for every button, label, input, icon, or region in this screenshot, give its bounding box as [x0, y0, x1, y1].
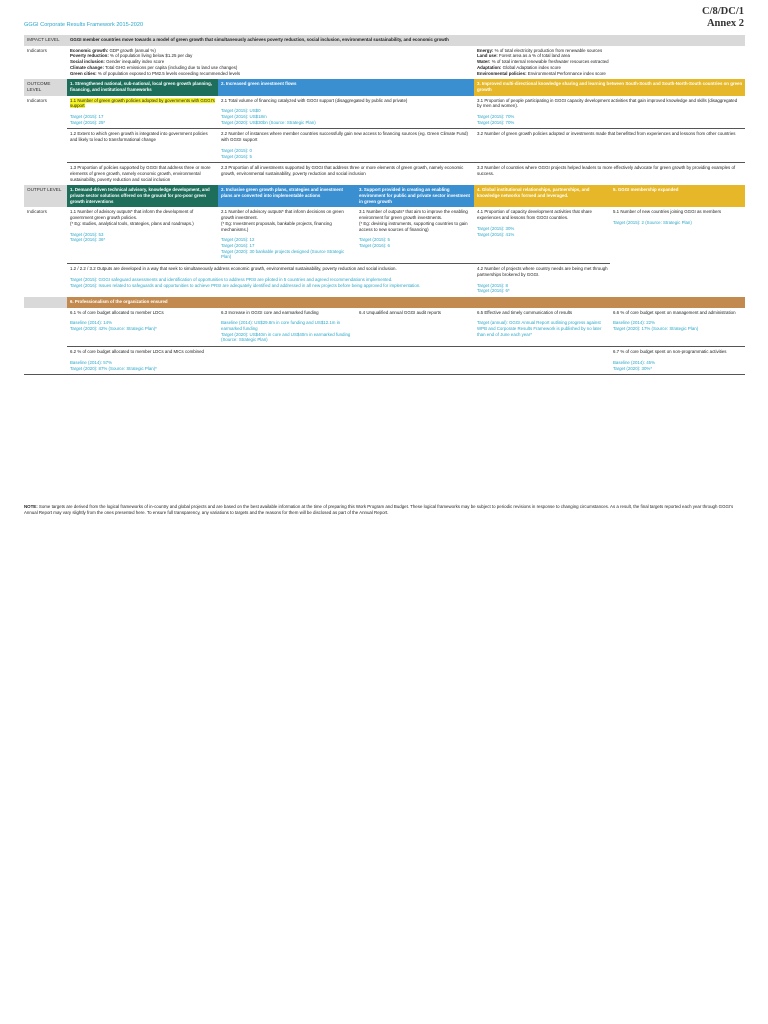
impact-indicators-left: [67, 46, 474, 80]
indicator-text: 1.2 Extent to which green growth is integrated into government policies and likely to lead to transformational change: [70, 131, 208, 143]
target-value: Target (2020): 17% (Source: Strategic Plan): [613, 326, 699, 332]
baseline-value: Baseline (2014): 57%: [70, 359, 112, 365]
output-indicator-2-1: [218, 207, 356, 263]
outcome-indicator-1-1: [67, 96, 218, 129]
indicator-text: 6.6 % of core budget spent on management and administration: [613, 309, 736, 315]
indicator-note: (* Eg: Investment proposals, bankable projects, financing mechanisms.): [221, 220, 332, 232]
output-level-label: OUTPUT LEVEL: [24, 185, 67, 207]
target-value: Target (2015): 2 (Source: Strategic Plan): [613, 220, 692, 226]
indicator-text: 3.1 Proportion of people participating in GGGI capacity development activities that gain improved knowledge and skills (disaggregated by men and women).: [477, 97, 738, 109]
output-indicator-merged: [67, 264, 474, 297]
impact-indicator: Adaptation: Global Adaptation index score: [477, 64, 561, 70]
org-indicator-6-1: [67, 308, 218, 347]
org-indicator-6-5: [474, 308, 610, 347]
indicator-text: 1.1 Number of green growth policies adopted by governments with GGGI's support: [70, 97, 215, 109]
outcome-indicator-2-2: [218, 129, 474, 163]
indicator-text: 6.4 Unqualified annual GGGI audit reports: [359, 309, 442, 315]
outcome-2-header: 2. Increased green investment flows: [218, 79, 474, 95]
org-header: 6. Professionalism of the organization ensured: [67, 297, 745, 308]
org-indicator-6-7: [610, 347, 745, 375]
output-indicator-4-1: [474, 207, 610, 263]
footnote-label: NOTE:: [24, 504, 38, 509]
document-code-line2: Annex 2: [706, 18, 744, 29]
outcome-header-row: [24, 79, 745, 95]
indicator-text: 6.2 % of core budget allocated to member LDCs and MICs combined: [70, 349, 204, 355]
target-value: Target (2020): 30%*: [613, 365, 653, 371]
indicator-text: 6.1 % of core budget allocated to member LDCs: [70, 309, 164, 315]
impact-level-row: [24, 35, 745, 46]
impact-level-label: IMPACT LEVEL: [24, 35, 67, 46]
document-code: [702, 6, 744, 30]
outcome-indicators-label: Indicators: [27, 97, 47, 103]
indicator-text: 1.1 Number of advisory outputs* that inform the development of government green growth policies.: [70, 209, 194, 221]
output-indicator-5-1: [610, 207, 745, 263]
target-value: Target (2016): 17: [221, 242, 255, 248]
outcome-indicator-3-3: [474, 163, 745, 186]
org-indicator-6-4: [356, 308, 474, 347]
target-value: Target (2020): 30 bankable projects designed (Source Strategic Plan): [221, 248, 345, 260]
outcome-indicator-row: [24, 129, 745, 163]
outcome-3-header: 3. Improved multi-directional knowledge sharing and learning between South-South and South-North-South countries on green growth: [474, 79, 745, 95]
org-indicator-row: [24, 347, 745, 375]
indicator-text: 4.1 Proportion of capacity development activities that share experiences and lessons from GGGI countries.: [477, 209, 592, 221]
outcome-level-label: OUTCOME LEVEL: [24, 79, 67, 95]
target-value: Target (2016): 36*: [70, 237, 106, 243]
outcome-indicator-2-3: [218, 163, 474, 186]
indicator-text: 3.3 Number of countries where GGGI projects helped leaders to more effectively advocate for green growth by providing examples of success.: [477, 165, 736, 176]
impact-indicator: Poverty reduction: % of population living below $1.25 per day: [70, 53, 193, 59]
outcome-indicator-3-2: [474, 129, 745, 163]
impact-indicator: Economic growth: GDP growth (annual %): [70, 47, 156, 53]
target-value: Target (2015): 0: [221, 147, 252, 153]
baseline-value: Baseline (2014): 45%: [613, 359, 655, 365]
indicator-text: 5.1 Number of new countries joining GGGI as members: [613, 209, 722, 215]
results-framework-table: [24, 35, 745, 376]
framework-title: GGGI Corporate Results Framework 2015-2020: [24, 22, 144, 28]
org-indicator-6-2: [67, 347, 218, 375]
output-indicator-row: [24, 207, 745, 263]
output-indicator-1-1: [67, 207, 218, 263]
target-value: Target (annual): GGGI Annual Report outlining progress against WPB and Corporate Results Framework is published by no later than end of June each year*: [477, 320, 602, 337]
outcome-indicator-1-3: [67, 163, 218, 186]
target-value: Target (2016): US$18m: [221, 114, 267, 120]
target-value: Target (2015): US$0: [221, 108, 261, 114]
outcome-1-header: 1. Strengthened national, sub-national, local green growth planning, financing, and institutional frameworks: [67, 79, 218, 95]
table-bottom-rule: [24, 375, 745, 377]
indicator-text: 2.2 Number of instances where member countries successfully gain new access to financing sources (eg. Green Climate Fund) with GGGI support: [221, 131, 468, 143]
impact-indicators-right: [474, 46, 745, 80]
output-indicator-row: [24, 264, 745, 297]
target-value: Target (2015): 17: [70, 114, 104, 120]
output-5-header: 5. GGGI membership expanded: [610, 185, 745, 207]
org-indicator-row: [24, 308, 745, 347]
target-value: Target (2016): 41%: [477, 231, 515, 237]
indicator-note: (* Eg: devising instruments, supporting countries to gain access to new sources of financing): [359, 220, 468, 232]
impact-indicator: Environmental policies: Environmental Performance index score: [477, 70, 606, 76]
impact-indicator: Social inclusion: Gender inequality index score: [70, 59, 165, 65]
outcome-indicator-row: [24, 96, 745, 129]
outcome-indicator-3-1: [474, 96, 745, 129]
indicator-text: 2.1 Number of advisory outputs* that inform decisions on green growth investment.: [221, 209, 344, 221]
indicator-text: 1.3 Proportion of policies supported by GGGI that address three or more elements of green growth, namely economic growth, environmental sustainability, poverty reduction and social inclusion: [70, 165, 211, 182]
impact-indicator: Water: % of total internal renewable freshwater resources extracted: [477, 59, 609, 65]
target-value: Target (2015): 12: [221, 237, 255, 243]
footnote: [24, 504, 745, 515]
target-value: Target (2015): 70%: [477, 114, 515, 120]
indicator-text: 3.2 Number of green growth policies adopted or investments made that benefitted from experiences and lessons from other countries: [477, 131, 736, 137]
target-value: Target (2016): 70%: [477, 119, 515, 125]
impact-indicator: Green cities: % of population exposed to PM2.5 levels exceeding recommended levels: [70, 70, 241, 76]
target-value: Target (2020): 87% (Source: Strategic Plan)*: [70, 365, 157, 371]
indicator-text: 2.3 Proportion of all investments supported by GGGI that address three or more elements of green growth, namely economic growth, environmental sustainability, poverty reduction and social inclusion: [221, 165, 464, 176]
target-value: Target (2015): GGGI safeguard assessments and identification of opportunities to address PRSI are piloted in 5 countries and agreed recommendations implemented.: [70, 276, 393, 282]
org-indicator-6-6: [610, 308, 745, 347]
indicator-text: 1.2 / 2.2 / 3.2 Outputs are developed in a way that seek to simultaneously address economic growth, environmental sustainability, poverty reduction and social inclusion.: [70, 266, 397, 272]
impact-indicator: Climate change: Total GHG emissions per capita (including due to land use changes): [70, 64, 238, 70]
output-3-header: 3. Support provided in creating an enabling environment for public and private sector investment in green growth: [356, 185, 474, 207]
output-1-header: 1. Demand-driven technical advisory, knowledge development, and private sector solutions offered on the ground for pro-poor green growth interventions: [67, 185, 218, 207]
baseline-value: Baseline (2014): US$29.8m in core funding and US$12.1m in earmarked funding: [221, 320, 341, 332]
target-value: Target (2020): 42% (Source: Strategic Plan)*: [70, 326, 157, 332]
output-indicator-4-2: [474, 264, 610, 297]
impact-indicators-row: [24, 46, 745, 80]
indicator-note: (* Eg: studies, analytical tools, strategies, plans and roadmaps.): [70, 220, 194, 226]
output-indicators-label: Indicators: [27, 209, 47, 215]
target-value: Target (2016): 5: [221, 153, 252, 159]
document-code-line1: C/8/DC/1: [702, 6, 744, 17]
indicator-text: 3.1 Number of outputs* that aim to improve the enabling environment for green growth investments.: [359, 209, 468, 221]
outcome-indicator-2-1: [218, 96, 474, 129]
output-2-header: 2. Inclusive green growth plans, strategies and investment plans are converted into implementable actions: [218, 185, 356, 207]
impact-indicators-label: Indicators: [27, 47, 47, 53]
target-value: Target (2015): 53: [70, 231, 104, 237]
impact-indicator: Land use: Forest area as a % of total land area: [477, 53, 570, 59]
org-header-row: [24, 297, 745, 308]
indicator-text: 2.1 Total volume of financing catalyzed with GGGI support (disaggregated by public and private): [221, 97, 408, 103]
output-header-row: [24, 185, 745, 207]
target-value: Target (2016): 6*: [477, 288, 510, 294]
target-value: Target (2020): US$30bn (Source: Strategic Plan): [221, 119, 316, 125]
indicator-text: 6.5 Effective and timely communication of results: [477, 309, 573, 315]
impact-indicator: Energy: % of total electricity production from renewable sources: [477, 47, 603, 53]
baseline-value: Baseline (2014): 14%: [70, 320, 112, 326]
baseline-value: Baseline (2014): 22%: [613, 320, 655, 326]
output-4-header: 4. Global institutional relationships, partnerships, and knowledge networks formed and leveraged.: [474, 185, 610, 207]
indicator-text: 4.2 Number of projects where country needs are being met through partnerships brokered by GGGI.: [477, 266, 608, 277]
output-indicator-3-1: [356, 207, 474, 263]
target-value: Target (2016): 25*: [70, 119, 106, 125]
target-value: Target (2016): 6: [359, 242, 390, 248]
outcome-indicator-1-2: [67, 129, 218, 163]
target-value: Target (2020): US$40m in core and US$40m in earmarked funding (Source: Strategic Plan): [221, 331, 351, 343]
org-indicator-6-3: [218, 308, 356, 347]
target-value: Target (2016): Issues related to safeguards and opportunities to achieve PRSI are adequately identified and addressed in all new projects before being approved for implementation.: [70, 282, 421, 288]
impact-statement: GGGI member countries move towards a model of green growth that simultaneously achieves poverty reduction, social inclusion, environmental sustainability, and economic growth: [67, 35, 745, 46]
target-value: Target (2015): 30%: [477, 225, 515, 231]
footnote-text: Some targets are derived from the logical frameworks of in-country and global projects and are based on the best available information at the time of preparing this Work Program and Budget. These logical frameworks may be subject to periodic revisions in response to changing circumstances. As a result, the final targets reported each year through GGGI's Annual Report may vary slightly from the ones presented here. To ensure full transparency, any variations to targets and the reasons for them will be disclosed as part of the Annual Report.: [24, 504, 734, 515]
target-value: Target (2015): 8: [477, 282, 508, 288]
indicator-text: 6.7 % of core budget spent on non-programmatic activities: [613, 349, 727, 355]
indicator-text: 6.3 Increase in GGGI core and earmarked funding: [221, 309, 319, 315]
target-value: Target (2015): 5: [359, 237, 390, 243]
outcome-indicator-row: [24, 163, 745, 186]
